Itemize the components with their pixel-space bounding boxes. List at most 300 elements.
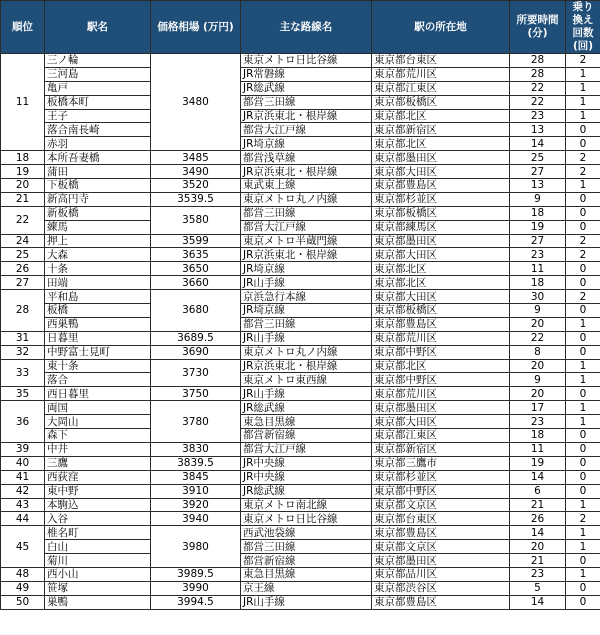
- rank-cell: 19: [1, 165, 45, 179]
- table-row: [1, 234, 600, 248]
- station-name-cell: 練馬: [45, 220, 151, 234]
- table-row: [1, 95, 600, 109]
- line-name-cell: 東京メトロ丸ノ内線: [241, 345, 372, 359]
- table-row: [1, 67, 600, 81]
- table-row: [1, 442, 600, 456]
- transfers-cell: 1: [566, 109, 600, 123]
- station-name-cell: 中野富士見町: [45, 345, 151, 359]
- table-row: [1, 220, 600, 234]
- travel-time-cell: 9: [510, 304, 566, 318]
- price-cell: 3689.5: [151, 331, 241, 345]
- station-name-cell: 三河島: [45, 67, 151, 81]
- station-name-cell: 三ノ輪: [45, 54, 151, 68]
- rank-cell: 27: [1, 276, 45, 290]
- line-name-cell: 京浜急行本線: [241, 290, 372, 304]
- location-cell: 東京都大田区: [372, 248, 510, 262]
- travel-time-cell: 19: [510, 220, 566, 234]
- header-row: [1, 1, 600, 54]
- transfers-cell: 1: [566, 81, 600, 95]
- line-name-cell: JR山手線: [241, 595, 372, 609]
- station-name-cell: 日暮里: [45, 331, 151, 345]
- line-name-cell: JR中央線: [241, 470, 372, 484]
- table-row: [1, 401, 600, 415]
- transfers-cell: 1: [566, 498, 600, 512]
- location-cell: 東京都品川区: [372, 567, 510, 581]
- header-price: 価格相場 (万円): [151, 1, 241, 54]
- table-row: [1, 595, 600, 609]
- line-name-cell: 東急目黒線: [241, 567, 372, 581]
- travel-time-cell: 22: [510, 331, 566, 345]
- price-cell: 3520: [151, 179, 241, 193]
- price-cell: 3780: [151, 401, 241, 443]
- line-name-cell: JR京浜東北・根岸線: [241, 248, 372, 262]
- line-name-cell: 都営浅草線: [241, 151, 372, 165]
- transfers-cell: 0: [566, 470, 600, 484]
- location-cell: 東京都渋谷区: [372, 581, 510, 595]
- transfers-cell: 0: [566, 137, 600, 151]
- line-name-cell: JR京浜東北・根岸線: [241, 165, 372, 179]
- table-row: [1, 165, 600, 179]
- line-name-cell: JR中央線: [241, 456, 372, 470]
- location-cell: 東京都文京区: [372, 540, 510, 554]
- transfers-cell: 2: [566, 512, 600, 526]
- transfers-cell: 0: [566, 345, 600, 359]
- header-location: 駅の所在地: [372, 1, 510, 54]
- line-name-cell: 都営三田線: [241, 206, 372, 220]
- travel-time-cell: 18: [510, 429, 566, 443]
- location-cell: 東京都三鷹市: [372, 456, 510, 470]
- station-name-cell: 両国: [45, 401, 151, 415]
- location-cell: 東京都墨田区: [372, 401, 510, 415]
- table-row: [1, 304, 600, 318]
- table-row: [1, 359, 600, 373]
- line-name-cell: JR総武線: [241, 484, 372, 498]
- location-cell: 東京都板橋区: [372, 304, 510, 318]
- location-cell: 東京都中野区: [372, 484, 510, 498]
- transfers-cell: 2: [566, 165, 600, 179]
- station-name-cell: 大森: [45, 248, 151, 262]
- station-name-cell: 白山: [45, 540, 151, 554]
- line-name-cell: JR総武線: [241, 81, 372, 95]
- travel-time-cell: 18: [510, 206, 566, 220]
- rank-cell: 41: [1, 470, 45, 484]
- price-cell: 3539.5: [151, 192, 241, 206]
- location-cell: 東京都新宿区: [372, 123, 510, 137]
- table-row: [1, 345, 600, 359]
- travel-time-cell: 5: [510, 581, 566, 595]
- transfers-cell: 0: [566, 554, 600, 568]
- transfers-cell: 1: [566, 540, 600, 554]
- location-cell: 東京都墨田区: [372, 554, 510, 568]
- location-cell: 東京都文京区: [372, 498, 510, 512]
- travel-time-cell: 11: [510, 442, 566, 456]
- table-row: [1, 248, 600, 262]
- line-name-cell: JR常磐線: [241, 67, 372, 81]
- travel-time-cell: 13: [510, 179, 566, 193]
- table-row: [1, 290, 600, 304]
- station-name-cell: 蒲田: [45, 165, 151, 179]
- table-row: [1, 470, 600, 484]
- price-cell: 3650: [151, 262, 241, 276]
- travel-time-cell: 21: [510, 554, 566, 568]
- price-cell: 3845: [151, 470, 241, 484]
- travel-time-cell: 14: [510, 526, 566, 540]
- transfers-cell: 1: [566, 526, 600, 540]
- table-body: [1, 54, 600, 610]
- transfers-cell: 0: [566, 331, 600, 345]
- location-cell: 東京都北区: [372, 137, 510, 151]
- travel-time-cell: 14: [510, 595, 566, 609]
- station-name-cell: 菊川: [45, 554, 151, 568]
- price-cell: 3490: [151, 165, 241, 179]
- transfers-cell: 2: [566, 290, 600, 304]
- travel-time-cell: 23: [510, 415, 566, 429]
- station-name-cell: 押上: [45, 234, 151, 248]
- station-name-cell: 入谷: [45, 512, 151, 526]
- rank-cell: 35: [1, 387, 45, 401]
- station-name-cell: 王子: [45, 109, 151, 123]
- table-row: [1, 179, 600, 193]
- location-cell: 東京都大田区: [372, 290, 510, 304]
- transfers-cell: 0: [566, 429, 600, 443]
- location-cell: 東京都板橋区: [372, 206, 510, 220]
- line-name-cell: JR埼京線: [241, 304, 372, 318]
- location-cell: 東京都墨田区: [372, 151, 510, 165]
- station-name-cell: 森下: [45, 429, 151, 443]
- price-cell: 3830: [151, 442, 241, 456]
- station-name-cell: 板橋: [45, 304, 151, 318]
- table-row: [1, 456, 600, 470]
- price-cell: 3990: [151, 581, 241, 595]
- travel-time-cell: 22: [510, 81, 566, 95]
- travel-time-cell: 13: [510, 123, 566, 137]
- station-name-cell: 西日暮里: [45, 387, 151, 401]
- transfers-cell: 0: [566, 484, 600, 498]
- rank-cell: 50: [1, 595, 45, 609]
- header-time: 所要時間 (分): [510, 1, 566, 54]
- rank-cell: 21: [1, 192, 45, 206]
- station-name-cell: 板橋本町: [45, 95, 151, 109]
- station-name-cell: 東十条: [45, 359, 151, 373]
- station-name-cell: 平和島: [45, 290, 151, 304]
- price-cell: 3485: [151, 151, 241, 165]
- travel-time-cell: 28: [510, 54, 566, 68]
- line-name-cell: 都営大江戸線: [241, 220, 372, 234]
- price-cell: 3480: [151, 54, 241, 151]
- line-name-cell: JR埼京線: [241, 262, 372, 276]
- transfers-cell: 0: [566, 581, 600, 595]
- rank-cell: 42: [1, 484, 45, 498]
- table-row: [1, 262, 600, 276]
- travel-time-cell: 27: [510, 234, 566, 248]
- location-cell: 東京都豊島区: [372, 317, 510, 331]
- line-name-cell: 東京メトロ丸ノ内線: [241, 192, 372, 206]
- travel-time-cell: 20: [510, 359, 566, 373]
- location-cell: 東京都台東区: [372, 54, 510, 68]
- transfers-cell: 0: [566, 262, 600, 276]
- travel-time-cell: 20: [510, 540, 566, 554]
- travel-time-cell: 20: [510, 387, 566, 401]
- rank-cell: 45: [1, 526, 45, 568]
- line-name-cell: JR総武線: [241, 401, 372, 415]
- location-cell: 東京都杉並区: [372, 470, 510, 484]
- station-name-cell: 西荻窪: [45, 470, 151, 484]
- table-row: [1, 109, 600, 123]
- table-row: [1, 512, 600, 526]
- location-cell: 東京都墨田区: [372, 234, 510, 248]
- station-name-cell: 西巣鴨: [45, 317, 151, 331]
- line-name-cell: JR埼京線: [241, 137, 372, 151]
- transfers-cell: 0: [566, 387, 600, 401]
- travel-time-cell: 22: [510, 95, 566, 109]
- travel-time-cell: 21: [510, 498, 566, 512]
- rank-cell: 32: [1, 345, 45, 359]
- price-cell: 3920: [151, 498, 241, 512]
- transfers-cell: 0: [566, 192, 600, 206]
- transfers-cell: 0: [566, 456, 600, 470]
- travel-time-cell: 9: [510, 192, 566, 206]
- transfers-cell: 0: [566, 276, 600, 290]
- table-row: [1, 498, 600, 512]
- line-name-cell: 東京メトロ日比谷線: [241, 54, 372, 68]
- location-cell: 東京都豊島区: [372, 526, 510, 540]
- travel-time-cell: 14: [510, 470, 566, 484]
- transfers-cell: 0: [566, 123, 600, 137]
- table-header: [1, 1, 600, 54]
- rank-cell: 11: [1, 54, 45, 151]
- transfers-cell: 1: [566, 373, 600, 387]
- travel-time-cell: 27: [510, 165, 566, 179]
- travel-time-cell: 23: [510, 248, 566, 262]
- table-row: [1, 429, 600, 443]
- location-cell: 東京都北区: [372, 359, 510, 373]
- table-row: [1, 151, 600, 165]
- travel-time-cell: 14: [510, 137, 566, 151]
- line-name-cell: 都営三田線: [241, 317, 372, 331]
- travel-time-cell: 18: [510, 276, 566, 290]
- travel-time-cell: 20: [510, 317, 566, 331]
- travel-time-cell: 30: [510, 290, 566, 304]
- location-cell: 東京都荒川区: [372, 67, 510, 81]
- line-name-cell: 都営新宿線: [241, 554, 372, 568]
- rank-cell: 28: [1, 290, 45, 332]
- table-row: [1, 206, 600, 220]
- table-row: [1, 540, 600, 554]
- header-transfers: 乗り換え回数 (回): [566, 1, 600, 54]
- table-row: [1, 331, 600, 345]
- location-cell: 東京都杉並区: [372, 192, 510, 206]
- line-name-cell: 都営大江戸線: [241, 123, 372, 137]
- station-name-cell: 大岡山: [45, 415, 151, 429]
- table-row: [1, 373, 600, 387]
- table-row: [1, 554, 600, 568]
- line-name-cell: JR山手線: [241, 387, 372, 401]
- price-cell: 3940: [151, 512, 241, 526]
- table-row: [1, 123, 600, 137]
- line-name-cell: 東武東上線: [241, 179, 372, 193]
- price-cell: 3660: [151, 276, 241, 290]
- travel-time-cell: 26: [510, 512, 566, 526]
- location-cell: 東京都北区: [372, 262, 510, 276]
- travel-time-cell: 8: [510, 345, 566, 359]
- transfers-cell: 0: [566, 442, 600, 456]
- price-cell: 3750: [151, 387, 241, 401]
- table-row: [1, 387, 600, 401]
- transfers-cell: 1: [566, 67, 600, 81]
- transfers-cell: 1: [566, 567, 600, 581]
- price-cell: 3680: [151, 290, 241, 332]
- location-cell: 東京都大田区: [372, 165, 510, 179]
- table-row: [1, 581, 600, 595]
- rank-cell: 43: [1, 498, 45, 512]
- table-row: [1, 54, 600, 68]
- transfers-cell: 1: [566, 359, 600, 373]
- line-name-cell: 都営三田線: [241, 540, 372, 554]
- line-name-cell: JR山手線: [241, 331, 372, 345]
- transfers-cell: 0: [566, 220, 600, 234]
- rank-cell: 44: [1, 512, 45, 526]
- transfers-cell: 0: [566, 595, 600, 609]
- table-row: [1, 192, 600, 206]
- station-name-cell: 下板橋: [45, 179, 151, 193]
- location-cell: 東京都板橋区: [372, 95, 510, 109]
- rank-cell: 18: [1, 151, 45, 165]
- table-row: [1, 567, 600, 581]
- station-name-cell: 三鷹: [45, 456, 151, 470]
- rank-cell: 24: [1, 234, 45, 248]
- rank-cell: 31: [1, 331, 45, 345]
- location-cell: 東京都中野区: [372, 373, 510, 387]
- travel-time-cell: 9: [510, 373, 566, 387]
- rank-cell: 40: [1, 456, 45, 470]
- table-row: [1, 137, 600, 151]
- travel-time-cell: 25: [510, 151, 566, 165]
- travel-time-cell: 28: [510, 67, 566, 81]
- location-cell: 東京都荒川区: [372, 331, 510, 345]
- station-name-cell: 赤羽: [45, 137, 151, 151]
- transfers-cell: 2: [566, 248, 600, 262]
- rank-cell: 48: [1, 567, 45, 581]
- station-name-cell: 中井: [45, 442, 151, 456]
- station-name-cell: 本駒込: [45, 498, 151, 512]
- location-cell: 東京都江東区: [372, 429, 510, 443]
- line-name-cell: 京王線: [241, 581, 372, 595]
- transfers-cell: 2: [566, 151, 600, 165]
- line-name-cell: JR京浜東北・根岸線: [241, 109, 372, 123]
- header-rank: 順位: [1, 1, 45, 54]
- price-cell: 3980: [151, 526, 241, 568]
- station-name-cell: 巣鴨: [45, 595, 151, 609]
- line-name-cell: 都営三田線: [241, 95, 372, 109]
- station-name-cell: 十条: [45, 262, 151, 276]
- station-name-cell: 亀戸: [45, 81, 151, 95]
- station-name-cell: 西小山: [45, 567, 151, 581]
- travel-time-cell: 11: [510, 262, 566, 276]
- transfers-cell: 1: [566, 95, 600, 109]
- rank-cell: 22: [1, 206, 45, 234]
- price-cell: 3580: [151, 206, 241, 234]
- travel-time-cell: 23: [510, 109, 566, 123]
- price-cell: 3989.5: [151, 567, 241, 581]
- header-station: 駅名: [45, 1, 151, 54]
- table-row: [1, 415, 600, 429]
- station-name-cell: 落合: [45, 373, 151, 387]
- travel-time-cell: 17: [510, 401, 566, 415]
- station-name-cell: 田端: [45, 276, 151, 290]
- transfers-cell: 1: [566, 401, 600, 415]
- station-name-cell: 新板橋: [45, 206, 151, 220]
- station-name-cell: 笹塚: [45, 581, 151, 595]
- transfers-cell: 0: [566, 206, 600, 220]
- table-row: [1, 81, 600, 95]
- line-name-cell: 東京メトロ東西線: [241, 373, 372, 387]
- station-name-cell: 椎名町: [45, 526, 151, 540]
- rank-cell: 33: [1, 359, 45, 387]
- transfers-cell: 1: [566, 415, 600, 429]
- price-cell: 3690: [151, 345, 241, 359]
- location-cell: 東京都中野区: [372, 345, 510, 359]
- location-cell: 東京都豊島区: [372, 595, 510, 609]
- price-cell: 3839.5: [151, 456, 241, 470]
- location-cell: 東京都台東区: [372, 512, 510, 526]
- rank-cell: 20: [1, 179, 45, 193]
- location-cell: 東京都北区: [372, 109, 510, 123]
- station-name-cell: 東中野: [45, 484, 151, 498]
- line-name-cell: 東京メトロ半蔵門線: [241, 234, 372, 248]
- header-line: 主な路線名: [241, 1, 372, 54]
- station-name-cell: 落合南長崎: [45, 123, 151, 137]
- location-cell: 東京都練馬区: [372, 220, 510, 234]
- rank-cell: 25: [1, 248, 45, 262]
- table-row: [1, 276, 600, 290]
- rank-cell: 49: [1, 581, 45, 595]
- price-cell: 3994.5: [151, 595, 241, 609]
- transfers-cell: 2: [566, 54, 600, 68]
- table-row: [1, 484, 600, 498]
- line-name-cell: JR山手線: [241, 276, 372, 290]
- price-cell: 3910: [151, 484, 241, 498]
- line-name-cell: 西武池袋線: [241, 526, 372, 540]
- transfers-cell: 0: [566, 304, 600, 318]
- transfers-cell: 1: [566, 317, 600, 331]
- location-cell: 東京都豊島区: [372, 179, 510, 193]
- price-cell: 3730: [151, 359, 241, 387]
- rank-cell: 39: [1, 442, 45, 456]
- location-cell: 東京都江東区: [372, 81, 510, 95]
- table-row: [1, 526, 600, 540]
- rank-cell: 26: [1, 262, 45, 276]
- line-name-cell: 都営新宿線: [241, 429, 372, 443]
- travel-time-cell: 23: [510, 567, 566, 581]
- table-row: [1, 317, 600, 331]
- rank-cell: 36: [1, 401, 45, 443]
- location-cell: 東京都大田区: [372, 415, 510, 429]
- travel-time-cell: 6: [510, 484, 566, 498]
- transfers-cell: 2: [566, 234, 600, 248]
- line-name-cell: 東京メトロ南北線: [241, 498, 372, 512]
- location-cell: 東京都荒川区: [372, 387, 510, 401]
- price-cell: 3599: [151, 234, 241, 248]
- line-name-cell: 東急目黒線: [241, 415, 372, 429]
- line-name-cell: JR京浜東北・根岸線: [241, 359, 372, 373]
- price-cell: 3635: [151, 248, 241, 262]
- station-name-cell: 本所吾妻橋: [45, 151, 151, 165]
- location-cell: 東京都新宿区: [372, 442, 510, 456]
- line-name-cell: 東京メトロ日比谷線: [241, 512, 372, 526]
- station-name-cell: 新高円寺: [45, 192, 151, 206]
- travel-time-cell: 19: [510, 456, 566, 470]
- transfers-cell: 1: [566, 179, 600, 193]
